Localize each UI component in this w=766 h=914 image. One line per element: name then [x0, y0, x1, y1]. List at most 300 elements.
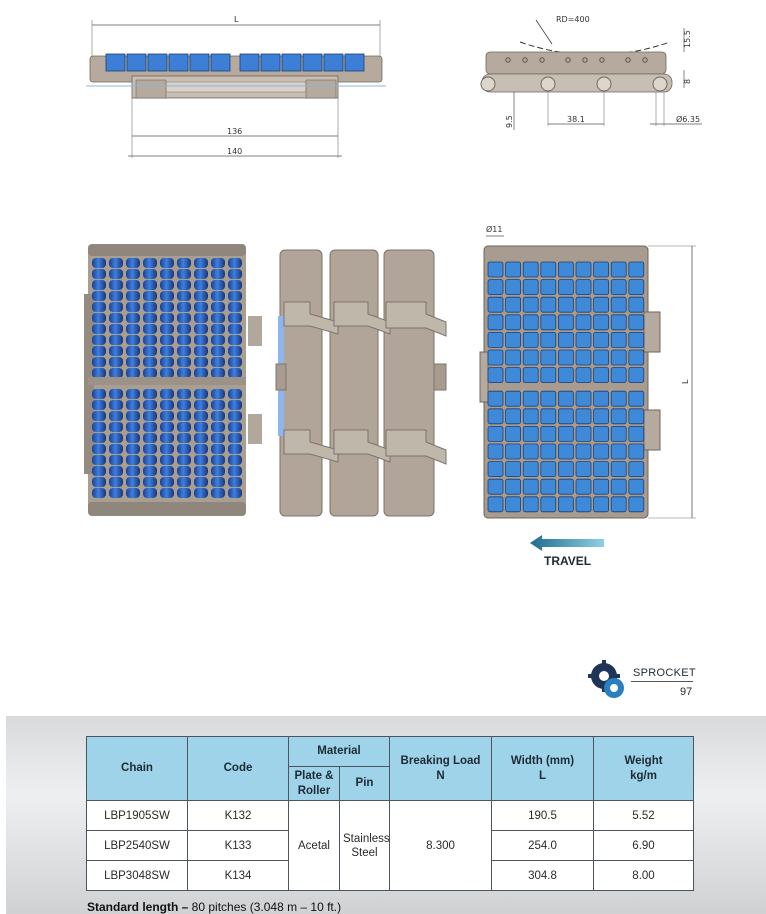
roller-photo-mark	[92, 291, 106, 301]
roller-cell	[523, 262, 538, 277]
roller-photo-mark	[228, 411, 242, 421]
roller-photo-mark	[92, 313, 106, 323]
roller-photo-mark	[177, 269, 191, 279]
roller-cell	[506, 426, 521, 441]
roller-cell	[523, 332, 538, 347]
roller-photo-mark	[228, 313, 242, 323]
roller-photo-mark	[92, 488, 106, 498]
roller-photo-mark	[177, 488, 191, 498]
header-pin: Pin	[340, 767, 390, 801]
roller-cell	[488, 262, 503, 277]
roller-cell	[506, 350, 521, 365]
roller-cell	[594, 297, 609, 312]
roller-photo-mark	[194, 466, 208, 476]
roller-photo-mark	[126, 455, 140, 465]
roller-photo-mark	[160, 400, 174, 410]
sprocket-divider	[631, 681, 693, 682]
roller-cell	[523, 280, 538, 295]
roller-photo-mark	[228, 324, 242, 334]
roller-photo-mark	[160, 269, 174, 279]
roller-photo-mark	[160, 422, 174, 432]
cell-chain: LBP2540SW	[87, 831, 188, 861]
roller-photo-mark	[160, 488, 174, 498]
standard-length-note	[87, 900, 341, 914]
roller-photo-mark	[228, 302, 242, 312]
roller-photo-mark	[92, 302, 106, 312]
roller-cell	[541, 409, 556, 424]
roller-cell	[576, 409, 591, 424]
header-weight-unit: kg/m	[630, 769, 657, 782]
roller-photo-mark	[143, 477, 157, 487]
chain-photo-underside	[270, 244, 450, 518]
roller-photo-mark	[177, 324, 191, 334]
roller-cell	[541, 391, 556, 406]
roller-cell	[506, 368, 521, 383]
roller-photo-mark	[228, 422, 242, 432]
roller-cell	[558, 444, 573, 459]
roller-cell	[576, 462, 591, 477]
roller-photo-mark	[143, 411, 157, 421]
roller-photo-mark	[194, 313, 208, 323]
roller-cell	[594, 262, 609, 277]
roller-cell	[558, 280, 573, 295]
header-width-unit: L	[538, 769, 547, 782]
roller-photo-mark	[109, 433, 123, 443]
roller-cell	[488, 426, 503, 441]
cell-weight: 8.00	[594, 861, 694, 891]
roller-cell	[558, 426, 573, 441]
roller-cell	[523, 497, 538, 512]
table-row	[87, 801, 694, 831]
roller-photo-mark	[194, 269, 208, 279]
roller-cell	[541, 262, 556, 277]
roller-photo-mark	[143, 357, 157, 367]
roller-photo-mark	[194, 455, 208, 465]
roller-cell	[488, 444, 503, 459]
roller-cell	[629, 409, 644, 424]
roller-photo-mark	[92, 444, 106, 454]
roller-cell	[488, 497, 503, 512]
roller-cell	[594, 280, 609, 295]
top-roller-dia: Ø11	[486, 225, 503, 234]
sprocket-page: 97	[680, 686, 693, 698]
roller-photo-mark	[194, 280, 208, 290]
roller-cell	[506, 479, 521, 494]
roller-photo-mark	[177, 444, 191, 454]
roller-photo-mark	[177, 313, 191, 323]
roller-cell	[541, 332, 556, 347]
roller-photo-mark	[211, 335, 225, 345]
roller-cell	[558, 315, 573, 330]
roller-photo-mark	[126, 291, 140, 301]
standard-length-label: Standard length –	[87, 900, 189, 914]
roller-photo-mark	[109, 302, 123, 312]
roller-photo-mark	[92, 346, 106, 356]
roller-cell	[488, 280, 503, 295]
roller-cell	[611, 262, 626, 277]
roller-cell	[558, 391, 573, 406]
roller-photo-mark	[126, 444, 140, 454]
roller-photo-mark	[92, 368, 106, 378]
cell-chain: LBP3048SW	[87, 861, 188, 891]
cell-width: 254.0	[492, 831, 594, 861]
roller-photo-mark	[92, 269, 106, 279]
roller-photo-mark	[92, 389, 106, 399]
roller-cell	[506, 409, 521, 424]
cell-code: K132	[188, 801, 289, 831]
roller-photo-mark	[211, 444, 225, 454]
roller-cell	[541, 350, 556, 365]
roller-photo-mark	[126, 302, 140, 312]
roller-cell	[576, 332, 591, 347]
roller-photo-mark	[109, 422, 123, 432]
roller-photo-mark	[160, 291, 174, 301]
roller-photo-mark	[211, 346, 225, 356]
roller-photo-mark	[177, 291, 191, 301]
roller-photo-mark	[211, 357, 225, 367]
roller-photo-mark	[143, 258, 157, 268]
roller-cell	[611, 332, 626, 347]
roller-cell	[611, 462, 626, 477]
roller-cell	[611, 315, 626, 330]
roller-cell	[629, 444, 644, 459]
roller-cell	[558, 332, 573, 347]
cell-weight: 6.90	[594, 831, 694, 861]
header-code: Code	[188, 737, 289, 801]
roller-cell	[558, 497, 573, 512]
cell-chain: LBP1905SW	[87, 801, 188, 831]
roller-photo-mark	[211, 466, 225, 476]
roller-cell	[611, 297, 626, 312]
roller-photo-mark	[228, 488, 242, 498]
roller-cell	[629, 315, 644, 330]
roller-cell	[488, 479, 503, 494]
roller-photo-mark	[126, 422, 140, 432]
roller-photo-mark	[143, 433, 157, 443]
roller-photo-mark	[177, 455, 191, 465]
roller-photo-mark	[92, 258, 106, 268]
travel-arrow-icon	[530, 535, 606, 551]
roller-cell	[523, 426, 538, 441]
cell-code: K133	[188, 831, 289, 861]
roller-photo-mark	[177, 411, 191, 421]
roller-photo-mark	[160, 335, 174, 345]
roller-photo-mark	[194, 444, 208, 454]
roller-photo-mark	[160, 368, 174, 378]
roller-photo-mark	[126, 477, 140, 487]
roller-cell	[594, 409, 609, 424]
roller-cell	[558, 479, 573, 494]
travel-label: TRAVEL	[544, 554, 592, 568]
roller-cell	[506, 297, 521, 312]
cell-code: K134	[188, 861, 289, 891]
roller-cell	[594, 426, 609, 441]
roller-photo-mark	[228, 400, 242, 410]
header-weight-label: Weight	[624, 754, 663, 767]
roller-photo-mark	[160, 357, 174, 367]
roller-photo-mark	[92, 335, 106, 345]
roller-cell	[541, 315, 556, 330]
roller-photo-mark	[177, 346, 191, 356]
roller-cell	[576, 391, 591, 406]
roller-cell	[541, 280, 556, 295]
roller-photo-mark	[143, 335, 157, 345]
roller-photo-mark	[211, 455, 225, 465]
profile-pitch: 38.1	[567, 115, 585, 124]
roller-cell	[506, 497, 521, 512]
top-dim-l: L	[681, 379, 690, 384]
roller-cell	[558, 409, 573, 424]
top-view-drawing	[478, 222, 708, 522]
roller-photo-mark	[211, 411, 225, 421]
roller-photo-mark	[143, 269, 157, 279]
roller-photo-mark	[160, 280, 174, 290]
roller-cell	[629, 280, 644, 295]
roller-photo-mark	[228, 269, 242, 279]
cell-plate-roller: Acetal	[289, 801, 340, 891]
roller-photo-mark	[109, 269, 123, 279]
roller-cell	[594, 444, 609, 459]
roller-photo-mark	[160, 433, 174, 443]
roller-photo-mark	[126, 400, 140, 410]
roller-photo-mark	[126, 313, 140, 323]
roller-photo-mark	[143, 324, 157, 334]
roller-photo-mark	[177, 466, 191, 476]
roller-photo-mark	[160, 466, 174, 476]
roller-photo-mark	[177, 422, 191, 432]
roller-photo-mark	[211, 488, 225, 498]
header-breaking-load-label: Breaking Load	[400, 754, 481, 767]
header-chain: Chain	[87, 737, 188, 801]
roller-photo-mark	[211, 269, 225, 279]
roller-cell	[576, 426, 591, 441]
profile-view-drawing	[470, 8, 715, 138]
roller-photo-mark	[143, 488, 157, 498]
roller-photo-mark	[109, 335, 123, 345]
roller-photo-mark	[228, 335, 242, 345]
profile-dim-8: 8	[683, 78, 692, 84]
roller-photo-mark	[109, 477, 123, 487]
roller-cell	[576, 368, 591, 383]
cell-width: 190.5	[492, 801, 594, 831]
roller-photo-mark	[109, 357, 123, 367]
roller-photo-mark	[109, 411, 123, 421]
chain-photo-rollers	[84, 244, 264, 518]
cell-width: 304.8	[492, 861, 594, 891]
header-breaking-load	[390, 737, 492, 801]
roller-photo-mark	[160, 411, 174, 421]
profile-radius: RD=400	[556, 15, 590, 24]
roller-cell	[576, 497, 591, 512]
roller-photo-mark	[109, 368, 123, 378]
roller-cell	[594, 315, 609, 330]
roller-photo-mark	[211, 477, 225, 487]
roller-photo-mark	[126, 389, 140, 399]
roller-cell	[629, 479, 644, 494]
standard-length-value: 80 pitches (3.048 m – 10 ft.)	[188, 900, 342, 914]
roller-cell	[488, 462, 503, 477]
roller-photo-mark	[160, 389, 174, 399]
roller-photo-mark	[126, 280, 140, 290]
roller-photo-mark	[160, 477, 174, 487]
roller-cell	[541, 426, 556, 441]
cell-breaking-load: 8.300	[390, 801, 492, 891]
roller-photo-mark	[194, 357, 208, 367]
roller-photo-mark	[228, 368, 242, 378]
roller-photo-mark	[143, 368, 157, 378]
roller-cell	[541, 444, 556, 459]
roller-cell	[541, 497, 556, 512]
roller-cell	[506, 462, 521, 477]
roller-photo-mark	[194, 324, 208, 334]
cell-pin: Stainless Steel	[340, 801, 390, 891]
roller-photo-mark	[177, 280, 191, 290]
roller-cell	[611, 497, 626, 512]
roller-cell	[594, 391, 609, 406]
roller-cell	[541, 462, 556, 477]
roller-photo-mark	[126, 368, 140, 378]
roller-cell	[558, 262, 573, 277]
roller-cell	[506, 280, 521, 295]
roller-cell	[541, 479, 556, 494]
roller-cell	[629, 262, 644, 277]
roller-photo-mark	[92, 280, 106, 290]
roller-photo-mark	[109, 444, 123, 454]
roller-photo-mark	[177, 357, 191, 367]
roller-cell	[488, 350, 503, 365]
roller-cell	[629, 462, 644, 477]
roller-photo-mark	[211, 389, 225, 399]
roller-photo-mark	[228, 433, 242, 443]
roller-cell	[523, 409, 538, 424]
roller-cell	[629, 332, 644, 347]
roller-cell	[611, 368, 626, 383]
roller-photo-mark	[109, 488, 123, 498]
roller-cell	[629, 368, 644, 383]
roller-photo-mark	[228, 357, 242, 367]
roller-cell	[523, 297, 538, 312]
roller-photo-mark	[92, 357, 106, 367]
roller-cell	[506, 444, 521, 459]
roller-photo-mark	[92, 411, 106, 421]
roller-cell	[576, 262, 591, 277]
sprocket-label: SPROCKET	[633, 667, 696, 679]
roller-photo-mark	[194, 477, 208, 487]
roller-photo-mark	[143, 466, 157, 476]
roller-cell	[594, 368, 609, 383]
roller-photo-mark	[211, 400, 225, 410]
header-width	[492, 737, 594, 801]
roller-cell	[523, 444, 538, 459]
profile-dim-9-5: 9.5	[505, 115, 514, 128]
roller-cell	[488, 368, 503, 383]
roller-cell	[629, 350, 644, 365]
header-breaking-load-unit: N	[436, 769, 445, 782]
roller-cell	[558, 297, 573, 312]
roller-photo-mark	[228, 455, 242, 465]
roller-photo-mark	[177, 389, 191, 399]
roller-photo-mark	[194, 422, 208, 432]
roller-photo-mark	[211, 324, 225, 334]
roller-photo-mark	[211, 291, 225, 301]
roller-photo-mark	[143, 291, 157, 301]
sprocket-icon[interactable]	[588, 660, 628, 700]
roller-cell	[629, 391, 644, 406]
side-dim-136: 136	[227, 127, 243, 136]
roller-photo-mark	[211, 280, 225, 290]
roller-cell	[576, 350, 591, 365]
roller-cell	[558, 462, 573, 477]
roller-cell	[558, 368, 573, 383]
roller-photo-mark	[126, 433, 140, 443]
roller-photo-mark	[211, 258, 225, 268]
roller-cell	[611, 409, 626, 424]
roller-cell	[523, 462, 538, 477]
roller-cell	[541, 297, 556, 312]
roller-photo-mark	[143, 313, 157, 323]
roller-cell	[523, 479, 538, 494]
roller-photo-mark	[126, 269, 140, 279]
roller-cell	[523, 391, 538, 406]
profile-pin-dia: Ø6.35	[676, 115, 701, 124]
roller-photo-mark	[143, 302, 157, 312]
roller-cell	[506, 315, 521, 330]
header-material: Material	[289, 737, 390, 767]
profile-dim-15-5: 15.5	[683, 30, 692, 48]
roller-cell	[594, 350, 609, 365]
roller-photo-mark	[228, 346, 242, 356]
roller-photo-mark	[211, 313, 225, 323]
roller-photo-mark	[177, 477, 191, 487]
roller-photo-mark	[126, 335, 140, 345]
roller-photo-mark	[126, 258, 140, 268]
roller-cell	[594, 479, 609, 494]
roller-photo-mark	[92, 400, 106, 410]
roller-photo-mark	[194, 258, 208, 268]
roller-cell	[576, 297, 591, 312]
roller-cell	[611, 280, 626, 295]
roller-cell	[506, 262, 521, 277]
roller-photo-mark	[126, 466, 140, 476]
roller-cell	[611, 444, 626, 459]
roller-photo-mark	[211, 433, 225, 443]
roller-photo-mark	[194, 291, 208, 301]
roller-photo-mark	[109, 466, 123, 476]
header-width-label: Width (mm)	[510, 754, 575, 767]
roller-cell	[506, 391, 521, 406]
roller-photo-mark	[177, 400, 191, 410]
roller-photo-mark	[109, 400, 123, 410]
roller-photo-mark	[228, 477, 242, 487]
roller-photo-mark	[160, 313, 174, 323]
roller-photo-mark	[194, 335, 208, 345]
header-plate-roller: Plate & Roller	[289, 767, 340, 801]
roller-photo-mark	[109, 324, 123, 334]
roller-photo-mark	[160, 444, 174, 454]
roller-cell	[611, 479, 626, 494]
roller-photo-mark	[160, 302, 174, 312]
roller-photo-mark	[194, 302, 208, 312]
roller-photo-mark	[143, 280, 157, 290]
roller-photo-mark	[228, 389, 242, 399]
roller-photo-mark	[160, 258, 174, 268]
roller-cell	[488, 409, 503, 424]
roller-photo-mark	[92, 324, 106, 334]
roller-photo-mark	[92, 455, 106, 465]
roller-photo-mark	[194, 400, 208, 410]
roller-cell	[576, 444, 591, 459]
roller-photo-mark	[194, 389, 208, 399]
